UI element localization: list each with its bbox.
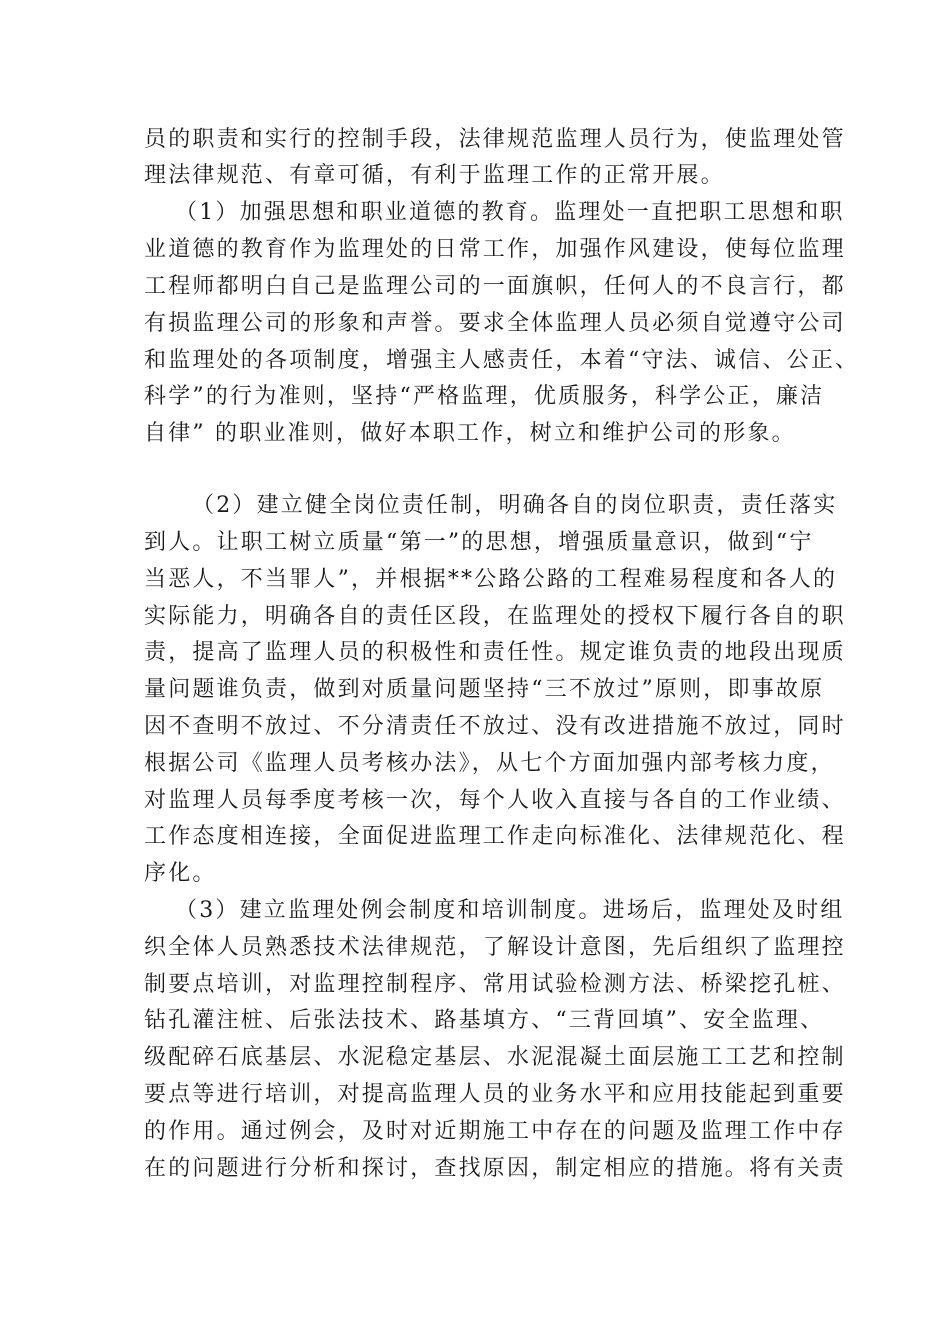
text-line: 根据公司《监理人员考核办法》，从七个方面加强内部考核力度， [144,751,835,776]
text-line: 织全体人员熟悉技术法律规范，了解设计意图，先后组织了监理控 [144,935,846,960]
text-line: 工作态度相连接，全面促进监理工作走向标准化、法律规范化、程 [144,824,846,849]
text-line: 科学”的行为准则，坚持“严格监理，优质服务，科学公正，廉洁 [144,384,825,409]
paragraph-2-first-line: （2）建立健全岗位责任制，明确各自的岗位职责，责任落实 [192,493,838,518]
text-line: 量问题谁负责，做到对质量问题坚持“三不放过”原则，即事故原 [144,677,825,702]
text-line: 和监理处的各项制度，增强主人感责任，本着“守法、诚信、公正、 [144,348,860,373]
text-line: 要点等进行培训，对提高监理人员的业务水平和应用技能起到重要 [144,1082,846,1107]
text-line: 因不查明不放过、不分清责任不放过、没有改进措施不放过，同时 [144,714,846,739]
paragraph-1-first-line: （1）加强思想和职业道德的教育。监理处一直把职工思想和职 [175,200,845,225]
text-line: 在的问题进行分析和探讨，查找原因，制定相应的措施。将有关责 [144,1156,846,1181]
text-line: 业道德的教育作为监理处的日常工作，加强作风建设，使每位监理 [144,237,846,262]
text-line: 工程师都明白自己是监理公司的一面旗帜，任何人的不良言行，都 [144,274,846,299]
text-line: 员的职责和实行的控制手段，法律规范监理人员行为，使监理处管 [144,127,846,152]
text-line: 当恶人，不当罪人”，并根据**公路公路的工程难易程度和各人的 [144,567,838,592]
text-line: 钻孔灌注桩、后张法技术、路基填方、“三背回填”、安全监理、 [144,1008,825,1033]
text-line: 责，提高了监理人员的积极性和责任性。规定谁负责的地段出现质 [144,640,846,665]
text-line: 序化。 [144,861,217,886]
text-line: 有损监理公司的形象和声誉。要求全体监理人员必须自觉遵守公司 [144,311,846,336]
text-line: 对监理人员每季度考核一次，每个人收入直接与各自的工作业绩、 [144,788,846,813]
text-line: 的作用。通过例会，及时对近期施工中存在的问题及监理工作中存 [144,1119,846,1144]
text-line: 级配碎石底基层、水泥稳定基层、水泥混凝土面层施工工艺和控制 [144,1045,846,1070]
text-line: 自律” 的职业准则，做好本职工作，树立和维护公司的形象。 [144,421,796,446]
text-line: 制要点培训，对监理控制程序、常用试验检测方法、桥梁挖孔桩、 [144,972,846,997]
paragraph-3-first-line: （3）建立监理处例会制度和培训制度。进场后，监理处及时组 [175,898,845,923]
text-line: 到人。让职工树立质量“第一”的思想，增强质量意识，做到“宁 [144,530,814,555]
text-line: 理法律规范、有章可循，有利于监理工作的正常开展。 [144,163,725,188]
text-line: 实际能力，明确各自的责任区段，在监理处的授权下履行各自的职 [144,604,846,629]
